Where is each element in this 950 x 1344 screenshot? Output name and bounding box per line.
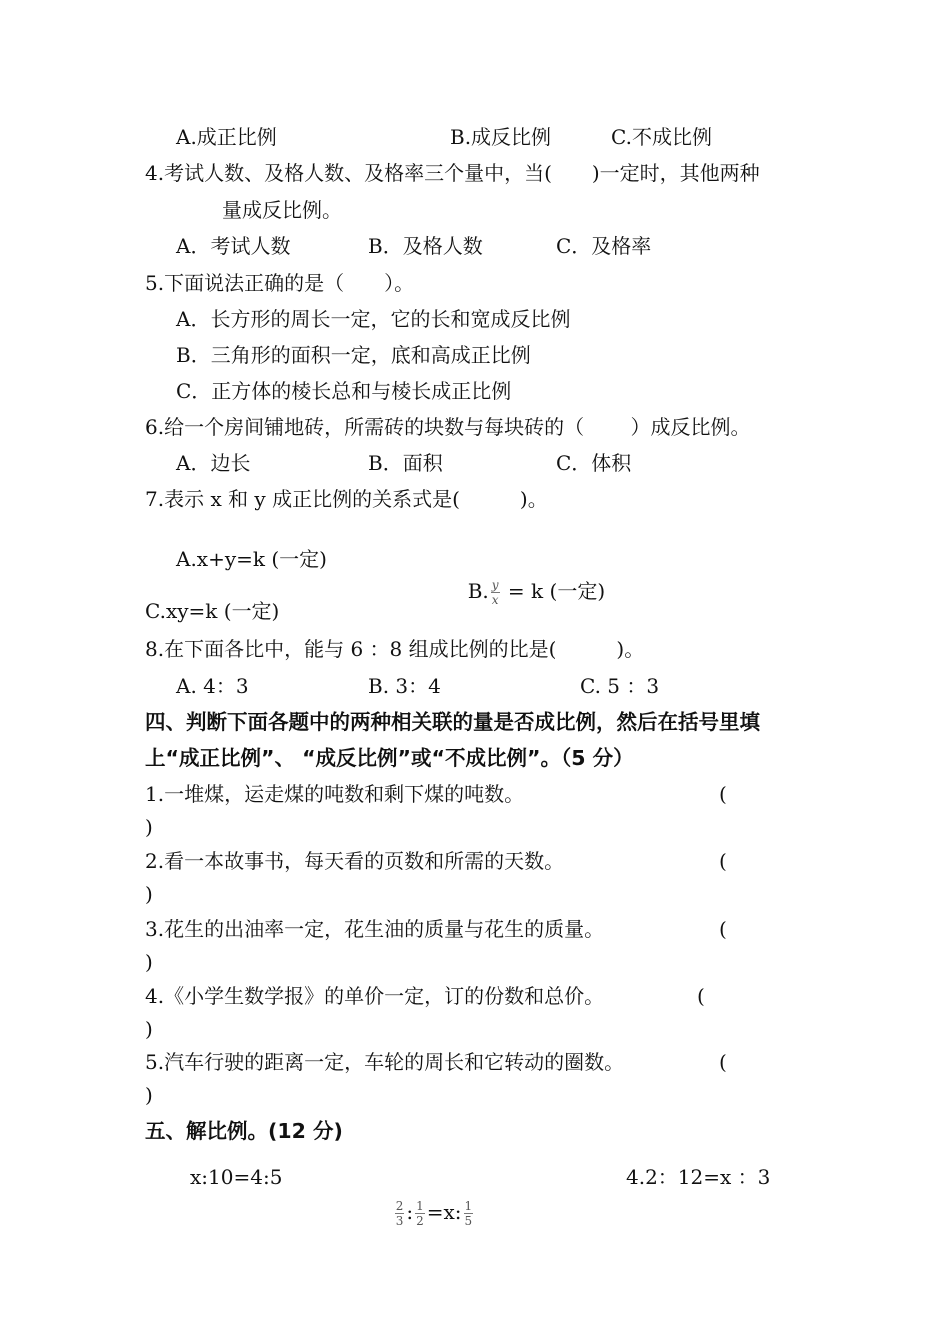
section4-item-3-close-paren: )	[145, 950, 153, 974]
section4-item-4-close-paren: )	[145, 1017, 153, 1041]
eq2-fraction-3-denominator: 5	[464, 1214, 473, 1228]
q7-option-b	[455, 540, 605, 608]
section4-item-5-close-paren: )	[145, 1083, 153, 1107]
eq2-fraction-2-numerator: 1	[416, 1199, 424, 1213]
eq2-fraction-1-numerator: 2	[395, 1199, 404, 1213]
q7-fraction-denominator: x	[491, 593, 499, 607]
q8-stem: 8.在下面各比中，能与 6 ：8 组成比例的比是( )。	[145, 637, 645, 661]
section4-item-4-open-paren: (	[697, 984, 705, 1008]
section4-item-2-close-paren: )	[145, 882, 153, 906]
q7-stem: 7.表示 x 和 y 成正比例的关系式是( )。	[145, 487, 548, 511]
q7-option-c: C.xy=k (一定)	[145, 599, 280, 623]
q5-option-b: B．三角形的面积一定，底和高成正比例	[176, 343, 531, 367]
eq2-fraction-3	[464, 1199, 474, 1228]
q4-option-a: A．考试人数	[176, 234, 291, 258]
section4-item-5-text: 5.汽车行驶的距离一定，车轮的周长和它转动的圈数。	[145, 1050, 625, 1074]
q3-option-c: C.不成比例	[611, 125, 712, 149]
section4-item-2-text: 2.看一本故事书，每天看的页数和所需的天数。	[145, 849, 565, 873]
q6-option-c: C．体积	[556, 451, 632, 475]
q8-option-c: C. 5 ：3	[580, 674, 660, 698]
section5-title: 五、解比例。(12 分)	[145, 1119, 343, 1143]
q8-option-a: A. 4：3	[176, 674, 249, 698]
eq2-fraction-2-denominator: 2	[416, 1214, 424, 1228]
q7-option-b-prefix: B.	[467, 579, 489, 603]
eq2-colon: :	[406, 1200, 414, 1224]
q7-option-a: A.x+y=k (一定)	[176, 547, 327, 571]
eq2-middle: =x:	[426, 1200, 462, 1224]
q4-option-c: C．及格率	[556, 234, 652, 258]
q5-option-a: A．长方形的周长一定，它的长和宽成反比例	[176, 307, 571, 331]
section4-title-line2: 上“成正比例”、 “成反比例”或“不成比例”。（5 分）	[145, 746, 634, 770]
section4-item-3-open-paren: (	[719, 917, 727, 941]
q7-fraction	[491, 578, 500, 607]
q4-option-b: B．及格人数	[368, 234, 483, 258]
section4-item-1-open-paren: (	[719, 782, 727, 806]
section4-item-1-text: 1.一堆煤，运走煤的吨数和剩下煤的吨数。	[145, 782, 525, 806]
section4-item-3-text: 3.花生的出油率一定，花生油的质量与花生的质量。	[145, 917, 605, 941]
eq2-fraction-1	[395, 1199, 405, 1228]
q7-fraction-numerator: y	[491, 578, 499, 592]
section5-equation-1: x:10=4:5	[190, 1165, 283, 1189]
section4-item-5-open-paren: (	[719, 1050, 727, 1074]
q3-option-a: A.成正比例	[176, 125, 277, 149]
eq2-fraction-2	[415, 1199, 425, 1228]
q5-option-c: C．正方体的棱长总和与棱长成正比例	[176, 379, 512, 403]
q7-option-b-suffix: = k (一定)	[501, 579, 606, 603]
q4-stem-line1: 4.考试人数、及格人数、及格率三个量中，当( )一定时，其他两种	[145, 161, 760, 185]
section5-equation-2	[380, 1158, 475, 1230]
q4-stem-line2: 量成反比例。	[222, 198, 342, 222]
q5-stem: 5.下面说法正确的是（ ）。	[145, 271, 415, 295]
eq2-fraction-1-denominator: 3	[395, 1214, 404, 1228]
eq2-fraction-3-numerator: 1	[464, 1199, 473, 1213]
q8-option-b: B. 3：4	[368, 674, 441, 698]
section5-equation-3: 4.2：12=x ：3	[626, 1165, 771, 1189]
q6-option-b: B．面积	[368, 451, 443, 475]
q6-stem: 6.给一个房间铺地砖，所需砖的块数与每块砖的（ ）成反比例。	[145, 415, 751, 439]
section4-title-line1: 四、判断下面各题中的两种相关联的量是否成比例，然后在括号里填	[145, 710, 760, 734]
section4-item-2-open-paren: (	[719, 849, 727, 873]
section4-item-1-close-paren: )	[145, 815, 153, 839]
section4-item-4-text: 4.《小学生数学报》的单价一定，订的份数和总价。	[145, 984, 605, 1008]
q3-option-b: B.成反比例	[450, 125, 552, 149]
q6-option-a: A．边长	[176, 451, 251, 475]
